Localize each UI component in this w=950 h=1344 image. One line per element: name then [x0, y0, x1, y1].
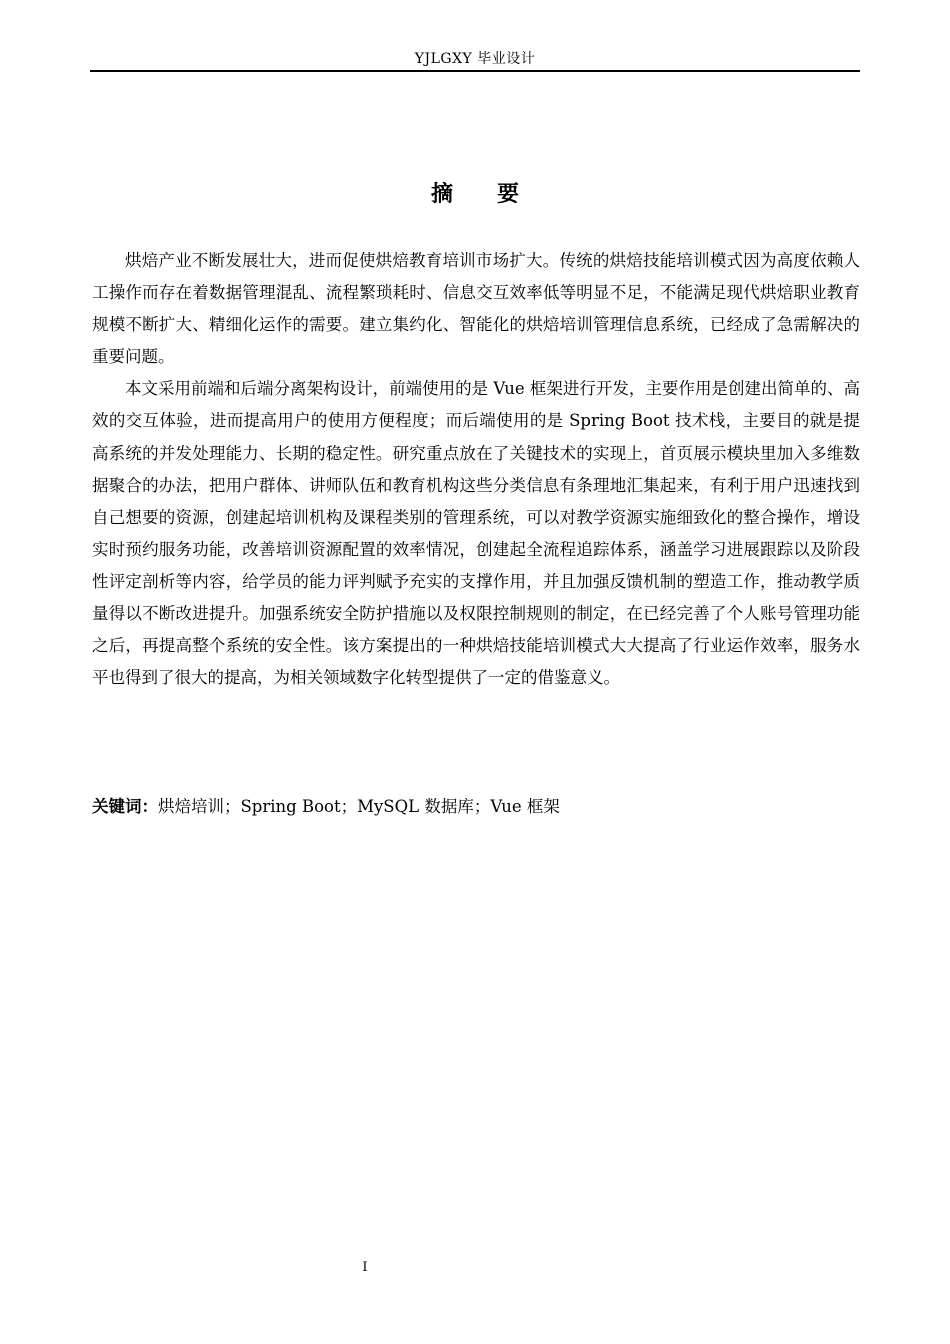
header-rule — [90, 70, 860, 72]
abstract-paragraph-2: 本文采用前端和后端分离架构设计，前端使用的是 Vue 框架进行开发，主要作用是创建出简单的、高效的交互体验，进而提高用户的使用方便程度；而后端使用的是 Spring Boot 技术栈，主要目的就是提高系统的并发处理能力、长期的稳定性。研究重点放在了关键技术的实现上，首页展示模块里加入多维数据聚合的办法，把用户群体、讲师队伍和教育机构这些分类信息有条理地汇集起来，有利于用户迅速找到自己想要的资源，创建起培训机构及课程类别的管理系统，可以对教学资源实施细致化的整合操作，增设实时预约服务功能，改善培训资源配置的效率情况，创建起全流程追踪体系，涵盖学习进展跟踪以及阶段性评定剖析等内容，给学员的能力评判赋予充实的支撑作用，并且加强反馈机制的塑造工作，推动教学质量得以不断改进提升。加强系统安全防护措施以及权限控制规则的制定，在已经完善了个人账号管理功能之后，再提高整个系统的安全性。该方案提出的一种烘焙技能培训模式大大提高了行业运作效率，服务水平也得到了很大的提高，为相关领域数字化转型提供了一定的借鉴意义。 — [92, 379, 860, 688]
keywords-label: 关键词： — [92, 797, 158, 816]
abstract-body — [92, 245, 860, 694]
abstract-title-char-1: 摘 — [430, 182, 453, 207]
keywords-text: 烘焙培训；Spring Boot；MySQL 数据库；Vue 框架 — [158, 797, 560, 816]
abstract-title-char-2: 要 — [497, 182, 520, 207]
keywords-line — [92, 793, 860, 821]
page-number: I — [362, 1260, 368, 1275]
abstract-paragraph-1: 烘焙产业不断发展壮大，进而促使烘焙教育培训市场扩大。传统的烘焙技能培训模式因为高度依赖人工操作而存在着数据管理混乱、流程繁琐耗时、信息交互效率低等明显不足，不能满足现代烘焙职业教育规模不断扩大、精细化运作的需要。建立集约化、智能化的烘焙培训管理信息系统，已经成了急需解决的重要问题。 — [92, 251, 860, 367]
page-header: YJLGXY 毕业设计 — [414, 51, 536, 67]
abstract-title — [90, 180, 860, 210]
